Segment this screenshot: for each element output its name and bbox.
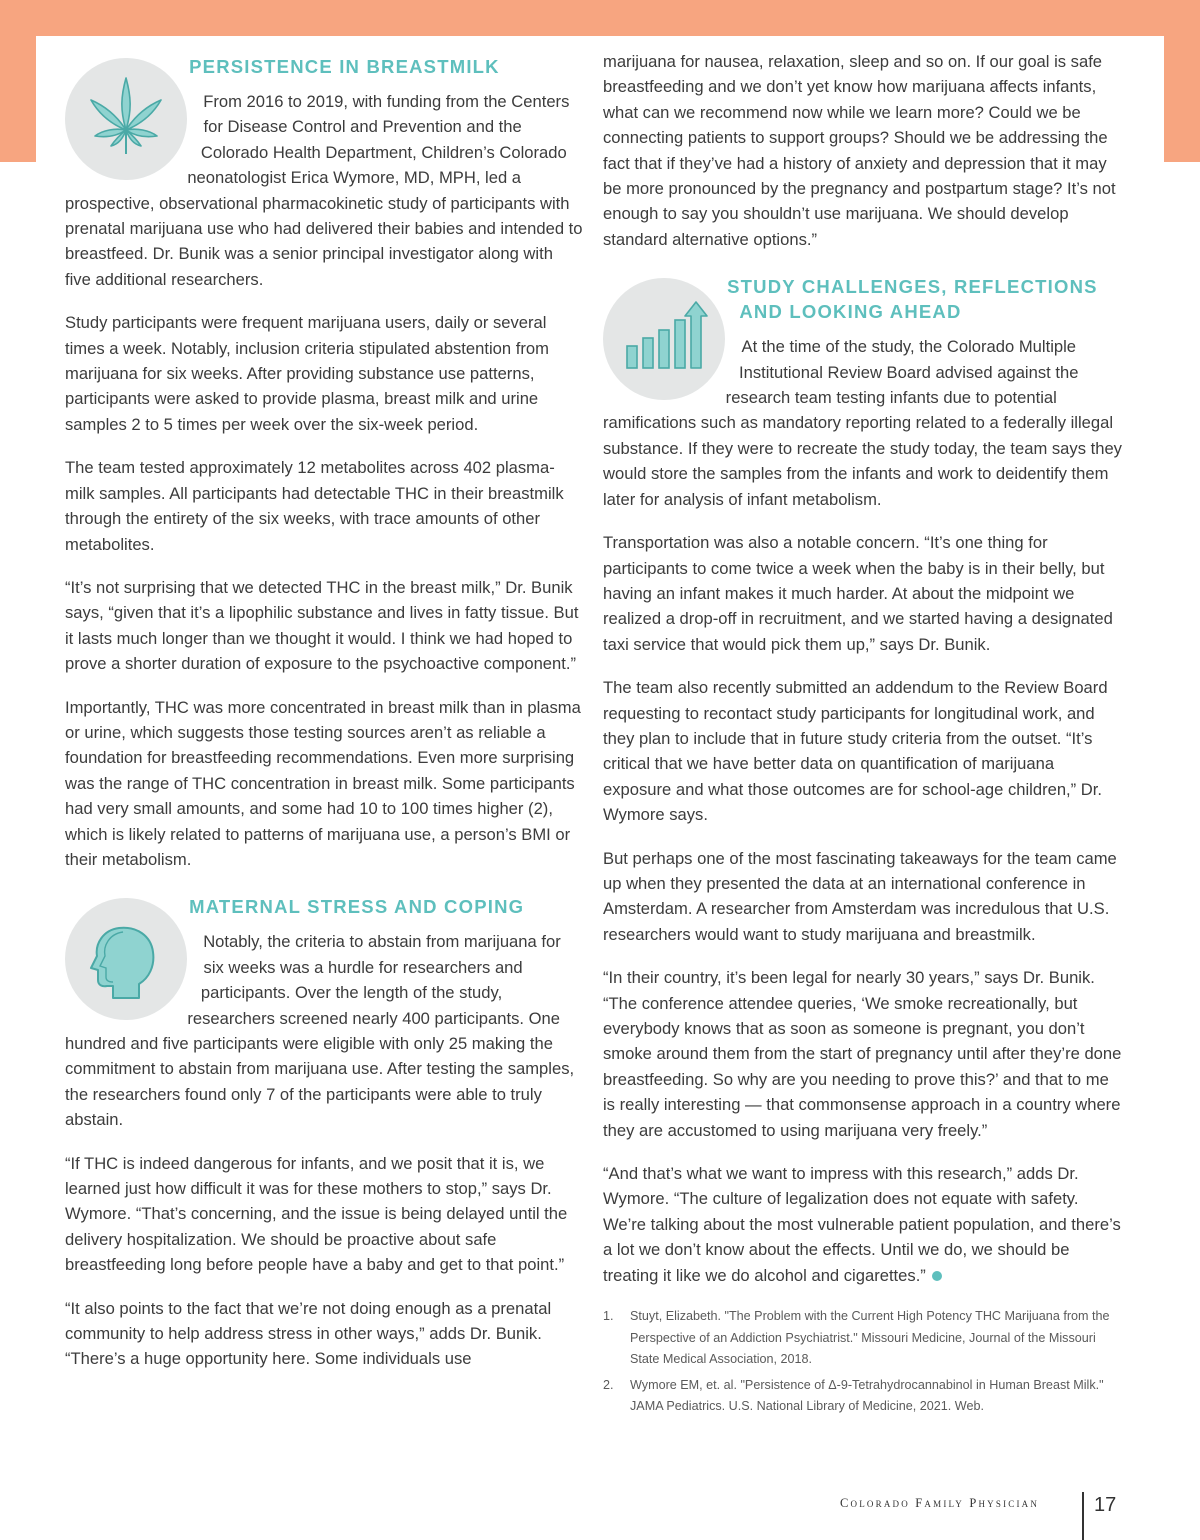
paragraph: “It also points to the fact that we’re not doing enough as a prenatal community to help address stress in other ways,” adds Dr. Bunik. “There’s a huge opportunity here. Some individuals use: [65, 1298, 552, 1369]
page-number: 17: [1094, 1494, 1117, 1516]
heading-persistence-in-breastmilk: PERSISTENCE IN BREASTMILK: [189, 56, 500, 77]
reference-text: Stuyt, Elizabeth. "The Problem with the Current High Potency THC Marijuana from the Perspective of an Addiction Psychiatrist." Missouri Medicine, Journal of the Missouri State Medical Association, 2018.: [630, 1309, 1110, 1367]
paragraph: marijuana for nausea, relaxation, sleep and so on. If our goal is safe breastfeeding and we don’t yet know how marijuana affects infants, what can we recommend now while we learn more? Could we be connecting patients to support groups? Should we be addressing the fact that if they’ve had a history of anxiety and depression that it may be more pronounced by the pregnancy and postpartum stage? It’s not enough to say you shouldn’t use marijuana. We should develop standard alternative options.”: [603, 52, 1116, 249]
head-profile-icon: [65, 898, 187, 1020]
publication-name: Colorado Family Physician: [840, 1496, 1040, 1510]
paragraph: From 2016 to 2019, with funding from the Centers for Disease Control and Prevention and the Colorado Health Department, Children’s Colorado neonatologist Erica Wymore, MD, MPH, led a prospective, observational pharmacokinetic study of participants with prenatal marijuana use who had delivered their babies and intended to breastfeed. Dr. Bunik was a senior principal investigator along with five additional researchers.: [65, 92, 583, 289]
cannabis-leaf-icon: [65, 58, 187, 180]
left-column: [65, 54, 583, 1390]
end-mark-dot: [932, 1271, 942, 1281]
section-challenges: [603, 274, 1123, 1288]
reference-number: 2.: [603, 1377, 614, 1392]
paragraph-text: “And that’s what we want to impress with this research,” adds Dr. Wymore. “The culture of legalization does not equate with safety. We’re talking about the most vulnerable patient population, and there’s a lot we don’t know about the effects. Until we do, we should be treating it like we do alcohol and cigarettes.”: [603, 1164, 1121, 1285]
paragraph: The team tested approximately 12 metabolites across 402 plasma-milk samples. All participants had detectable THC in their breastmilk through the entirety of the six weeks, with trace amounts of other metabolites.: [65, 458, 564, 554]
reference-item: [603, 1306, 1123, 1371]
paragraph: “In their country, it’s been legal for nearly 30 years,” says Dr. Bunik. “The conference attendee queries, ‘We smoke recreationally, but everybody knows that as soon as someone is pregnant, you don’t smoke around them from the start of pregnancy until after they’re done breastfeeding. So why are you needing to prove this?’ and that to me is really interesting — that commonsense approach in a country where they are accustomed to using marijuana very freely.”: [603, 968, 1122, 1140]
paragraph: Transportation was also a notable concern. “It’s one thing for participants to come twice a week when the baby is in their belly, but having an infant makes it much harder. At about the midpoint we realized a drop-off in recruitment, and we started having a designated taxi service that would pick them up,” says Dr. Bunik.: [603, 533, 1113, 654]
paragraph-final: [603, 1161, 1123, 1288]
paragraph: “It’s not surprising that we detected THC in the breast milk,” Dr. Bunik says, “given that it’s a lipophilic substance and lives in fatty tissue. But it lasts much longer than we thought it would. I think we had hoped to prove a shorter duration of exposure to the psychoactive component.”: [65, 577, 579, 674]
heading-study-challenges: STUDY CHALLENGES, REFLECTIONS AND LOOKING AHEAD: [727, 276, 1098, 323]
references: [603, 1306, 1123, 1418]
footer-divider: [1082, 1492, 1084, 1540]
paragraph: Notably, the criteria to abstain from marijuana for six weeks was a hurdle for researchers and participants. Over the length of the study, researchers screened nearly 400 participants. One hundred and five participants were eligible with only 25 making the commitment to abstain from marijuana use. After testing the samples, the researchers found only 7 of the participants were able to truly abstain.: [65, 932, 575, 1130]
heading-maternal-stress-and-coping: MATERNAL STRESS AND COPING: [189, 896, 525, 918]
paragraph: But perhaps one of the most fascinating takeaways for the team came up when they presented the data at an international conference in Amsterdam. A researcher from Amsterdam was incredulous that U.S. researchers would want to study marijuana and breastmilk.: [603, 848, 1117, 944]
reference-item: [603, 1375, 1123, 1418]
paragraph: At the time of the study, the Colorado Multiple Institutional Review Board advised against the research team testing infants due to potential ramifications such as mandatory reporting related to a federally illegal substance. If they were to recreate the study today, the team says they would store the samples from the infants and work to deidentify them later for analysis of infant metabolism.: [603, 337, 1122, 509]
paragraph: “If THC is indeed dangerous for infants, and we posit that it is, we learned just how difficult it was for these mothers to stop,” says Dr. Wymore. “That’s concerning, and the issue is being delayed until the delivery hospitalization. We should be proactive about safe breastfeeding long before people have a baby and get to that point.”: [65, 1153, 568, 1275]
right-column: [603, 49, 1123, 1422]
paragraph: The team also recently submitted an addendum to the Review Board requesting to recontact study participants for longitudinal work, and they plan to include that in future study criteria from the outset. “It’s critical that we have better data on quantification of marijuana exposure and what those outcomes are for school-age children,” Dr. Wymore says.: [603, 678, 1108, 825]
reference-text: Wymore EM, et. al. "Persistence of Δ-9-Tetrahydrocannabinol in Human Breast Milk." JAMA Pediatrics. U.S. National Library of Medicine, 2021. Web.: [630, 1377, 1104, 1414]
paragraph: Study participants were frequent marijuana users, daily or several times a week. Notably, inclusion criteria stipulated abstention from marijuana for six weeks. After providing substance use patterns, participants were asked to provide plasma, breast milk and urine samples 2 to 5 times per week over the six-week period.: [65, 313, 549, 434]
reference-number: 1.: [603, 1309, 614, 1324]
bar-chart-growth-icon: [603, 278, 725, 400]
section-stress: [65, 894, 583, 1372]
paragraph: Importantly, THC was more concentrated in breast milk than in plasma or urine, which suggests those testing sources aren’t as reliable a foundation for breastfeeding recommendations. Even more surprising was the range of THC concentration in breast milk. Some participants had very small amounts, and some had 10 to 100 times higher (2), which is likely related to patterns of marijuana use, a person’s BMI or their metabolism.: [65, 697, 581, 869]
section-breastmilk: [65, 54, 583, 872]
